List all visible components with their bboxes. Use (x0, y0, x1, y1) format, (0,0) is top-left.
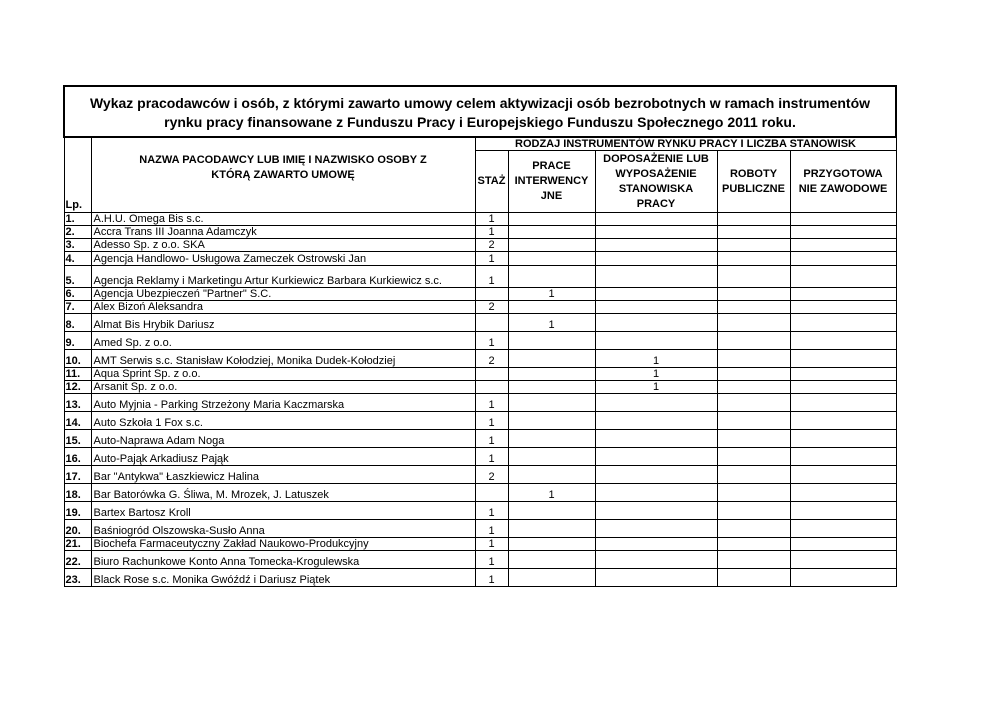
cell-name: Bartex Bartosz Kroll (91, 502, 475, 520)
cell-prz (790, 332, 896, 350)
cell-lp: 4. (64, 252, 91, 266)
cell-prz (790, 520, 896, 538)
cell-prz (790, 252, 896, 266)
cell-staz: 2 (475, 466, 508, 484)
cell-prz (790, 551, 896, 569)
cell-rob (717, 266, 790, 288)
cell-dop (595, 394, 717, 412)
cell-lp: 13. (64, 394, 91, 412)
cell-staz (475, 368, 508, 381)
cell-lp: 14. (64, 412, 91, 430)
cell-prace (508, 226, 595, 239)
table-row (64, 301, 896, 314)
cell-name: Auto-Naprawa Adam Noga (91, 430, 475, 448)
cell-prz (790, 502, 896, 520)
cell-prace: 1 (508, 484, 595, 502)
table-row (64, 466, 896, 484)
cell-prace (508, 412, 595, 430)
cell-staz: 2 (475, 301, 508, 314)
table-row (64, 381, 896, 394)
cell-rob (717, 569, 790, 587)
cell-prace (508, 569, 595, 587)
cell-staz: 1 (475, 412, 508, 430)
cell-staz: 1 (475, 332, 508, 350)
cell-name: Aqua Sprint Sp. z o.o. (91, 368, 475, 381)
roboty-publiczne-header: ROBOTY PUBLICZNE (717, 151, 790, 213)
cell-prz (790, 394, 896, 412)
table-row (64, 520, 896, 538)
cell-name: Almat Bis Hrybik Dariusz (91, 314, 475, 332)
cell-prz (790, 484, 896, 502)
cell-lp: 17. (64, 466, 91, 484)
cell-name: Amed Sp. z o.o. (91, 332, 475, 350)
cell-rob (717, 538, 790, 551)
cell-name: Auto-Pająk Arkadiusz Pająk (91, 448, 475, 466)
cell-rob (717, 484, 790, 502)
staz-header: STAŻ (475, 151, 508, 213)
table-row (64, 332, 896, 350)
cell-lp: 18. (64, 484, 91, 502)
cell-rob (717, 301, 790, 314)
cell-name: Agencja Handlowo- Usługowa Zameczek Ostrowski Jan (91, 252, 475, 266)
cell-dop: 1 (595, 350, 717, 368)
cell-dop (595, 466, 717, 484)
table-row (64, 350, 896, 368)
table-row (64, 538, 896, 551)
cell-prace (508, 448, 595, 466)
cell-prz (790, 430, 896, 448)
table-row (64, 551, 896, 569)
cell-dop (595, 314, 717, 332)
cell-dop (595, 551, 717, 569)
cell-name: Black Rose s.c. Monika Gwóźdź i Dariusz Piątek (91, 569, 475, 587)
cell-dop (595, 301, 717, 314)
table-row (64, 252, 896, 266)
cell-prz (790, 412, 896, 430)
cell-prace (508, 551, 595, 569)
instrument-group-header: RODZAJ INSTRUMENTÓW RYNKU PRACY I LICZBA STANOWISK (475, 137, 896, 151)
cell-prz (790, 350, 896, 368)
cell-name: Alex Bizoń Aleksandra (91, 301, 475, 314)
employer-list-sheet (63, 85, 895, 587)
cell-prz (790, 266, 896, 288)
cell-lp: 16. (64, 448, 91, 466)
cell-lp: 9. (64, 332, 91, 350)
cell-rob (717, 226, 790, 239)
cell-prace (508, 213, 595, 226)
cell-prace (508, 430, 595, 448)
cell-staz (475, 381, 508, 394)
cell-prace (508, 502, 595, 520)
cell-dop: 1 (595, 381, 717, 394)
table-row (64, 266, 896, 288)
doposazenie-header: DOPOSAŻENIE LUB WYPOSAŻENIE STANOWISKA PRACY (595, 151, 717, 213)
cell-rob (717, 314, 790, 332)
cell-dop (595, 569, 717, 587)
cell-rob (717, 551, 790, 569)
cell-dop (595, 266, 717, 288)
cell-prz (790, 381, 896, 394)
cell-lp: 5. (64, 266, 91, 288)
cell-staz (475, 314, 508, 332)
cell-name: Baśniogród Olszowska-Susło Anna (91, 520, 475, 538)
table-row (64, 226, 896, 239)
cell-name: Biochefa Farmaceutyczny Zakład Naukowo-Produkcyjny (91, 538, 475, 551)
cell-prz (790, 448, 896, 466)
cell-prace (508, 332, 595, 350)
cell-prz (790, 538, 896, 551)
table-row (64, 484, 896, 502)
cell-rob (717, 288, 790, 301)
cell-rob (717, 448, 790, 466)
cell-staz (475, 484, 508, 502)
cell-staz: 2 (475, 350, 508, 368)
cell-prz (790, 368, 896, 381)
table-row (64, 394, 896, 412)
cell-prz (790, 213, 896, 226)
cell-staz: 1 (475, 502, 508, 520)
cell-rob (717, 394, 790, 412)
cell-prace (508, 520, 595, 538)
employer-table (63, 85, 897, 587)
cell-staz: 1 (475, 448, 508, 466)
cell-prace (508, 252, 595, 266)
cell-rob (717, 381, 790, 394)
prace-interwencyjne-header: PRACE INTERWENCY JNE (508, 151, 595, 213)
cell-prz (790, 569, 896, 587)
cell-dop (595, 332, 717, 350)
table-row (64, 213, 896, 226)
cell-prace (508, 301, 595, 314)
name-header: NAZWA PACODAWCY LUB IMIĘ I NAZWISKO OSOBY Z KTÓRĄ ZAWARTO UMOWĘ (91, 137, 475, 213)
cell-rob (717, 252, 790, 266)
cell-rob (717, 502, 790, 520)
cell-dop (595, 430, 717, 448)
cell-lp: 23. (64, 569, 91, 587)
table-row (64, 368, 896, 381)
cell-prz (790, 239, 896, 252)
cell-prace (508, 381, 595, 394)
cell-lp: 22. (64, 551, 91, 569)
cell-prace (508, 466, 595, 484)
cell-staz: 1 (475, 538, 508, 551)
cell-lp: 7. (64, 301, 91, 314)
cell-name: Arsanit Sp. z o.o. (91, 381, 475, 394)
table-row (64, 412, 896, 430)
table-row (64, 239, 896, 252)
cell-prace: 1 (508, 314, 595, 332)
cell-rob (717, 368, 790, 381)
cell-staz: 1 (475, 551, 508, 569)
cell-name: Bar "Antykwa" Łaszkiewicz Halina (91, 466, 475, 484)
cell-dop (595, 484, 717, 502)
cell-staz: 1 (475, 430, 508, 448)
table-row (64, 448, 896, 466)
cell-staz: 1 (475, 520, 508, 538)
cell-staz: 1 (475, 213, 508, 226)
cell-staz: 2 (475, 239, 508, 252)
table-row (64, 288, 896, 301)
table-row (64, 569, 896, 587)
cell-prace (508, 239, 595, 252)
cell-lp: 11. (64, 368, 91, 381)
cell-prace: 1 (508, 288, 595, 301)
cell-staz (475, 288, 508, 301)
cell-name: Agencja Reklamy i Marketingu Artur Kurkiewicz Barbara Kurkiewicz s.c. (91, 266, 475, 288)
cell-lp: 6. (64, 288, 91, 301)
cell-name: Adesso Sp. z o.o. SKA (91, 239, 475, 252)
cell-staz: 1 (475, 394, 508, 412)
cell-lp: 8. (64, 314, 91, 332)
cell-rob (717, 466, 790, 484)
cell-lp: 12. (64, 381, 91, 394)
cell-name: Bar Batorówka G. Śliwa, M. Mrozek, J. Latuszek (91, 484, 475, 502)
cell-prace (508, 350, 595, 368)
cell-staz: 1 (475, 569, 508, 587)
przygotowanie-zawodowe-header: PRZYGOTOWA NIE ZAWODOWE (790, 151, 896, 213)
cell-dop (595, 226, 717, 239)
cell-name: Biuro Rachunkowe Konto Anna Tomecka-Krogulewska (91, 551, 475, 569)
cell-rob (717, 412, 790, 430)
cell-lp: 3. (64, 239, 91, 252)
cell-lp: 20. (64, 520, 91, 538)
cell-dop (595, 538, 717, 551)
cell-prace (508, 538, 595, 551)
table-row (64, 502, 896, 520)
cell-dop (595, 520, 717, 538)
cell-dop (595, 448, 717, 466)
table-row (64, 314, 896, 332)
cell-prz (790, 466, 896, 484)
document-title: Wykaz pracodawców i osób, z którymi zawarto umowy celem aktywizacji osób bezrobotnych w ramach instrumentów rynku pracy finansowane z Funduszu Pracy i Europejskiego Funduszu Społecznego 2011 roku. (64, 86, 896, 137)
cell-staz: 1 (475, 226, 508, 239)
cell-prace (508, 394, 595, 412)
cell-lp: 10. (64, 350, 91, 368)
cell-dop (595, 502, 717, 520)
cell-rob (717, 332, 790, 350)
table-body (64, 213, 896, 587)
cell-prz (790, 288, 896, 301)
cell-prace (508, 266, 595, 288)
cell-name: Auto Myjnia - Parking Strzeżony Maria Kaczmarska (91, 394, 475, 412)
cell-dop (595, 213, 717, 226)
lp-header: Lp. (64, 137, 91, 213)
cell-prz (790, 226, 896, 239)
cell-lp: 2. (64, 226, 91, 239)
cell-staz: 1 (475, 266, 508, 288)
cell-dop (595, 288, 717, 301)
cell-rob (717, 520, 790, 538)
cell-dop: 1 (595, 368, 717, 381)
cell-name: Accra Trans III Joanna Adamczyk (91, 226, 475, 239)
table-row (64, 430, 896, 448)
cell-rob (717, 239, 790, 252)
cell-lp: 21. (64, 538, 91, 551)
cell-staz: 1 (475, 252, 508, 266)
cell-rob (717, 430, 790, 448)
cell-name: A.H.U. Omega Bis s.c. (91, 213, 475, 226)
cell-name: Auto Szkoła 1 Fox s.c. (91, 412, 475, 430)
cell-rob (717, 350, 790, 368)
cell-dop (595, 412, 717, 430)
cell-dop (595, 239, 717, 252)
cell-lp: 19. (64, 502, 91, 520)
cell-name: Agencja Ubezpieczeń "Partner" S.C. (91, 288, 475, 301)
cell-lp: 1. (64, 213, 91, 226)
cell-prace (508, 368, 595, 381)
cell-prz (790, 301, 896, 314)
cell-name: AMT Serwis s.c. Stanisław Kołodziej, Monika Dudek-Kołodziej (91, 350, 475, 368)
cell-rob (717, 213, 790, 226)
cell-lp: 15. (64, 430, 91, 448)
cell-prz (790, 314, 896, 332)
cell-dop (595, 252, 717, 266)
